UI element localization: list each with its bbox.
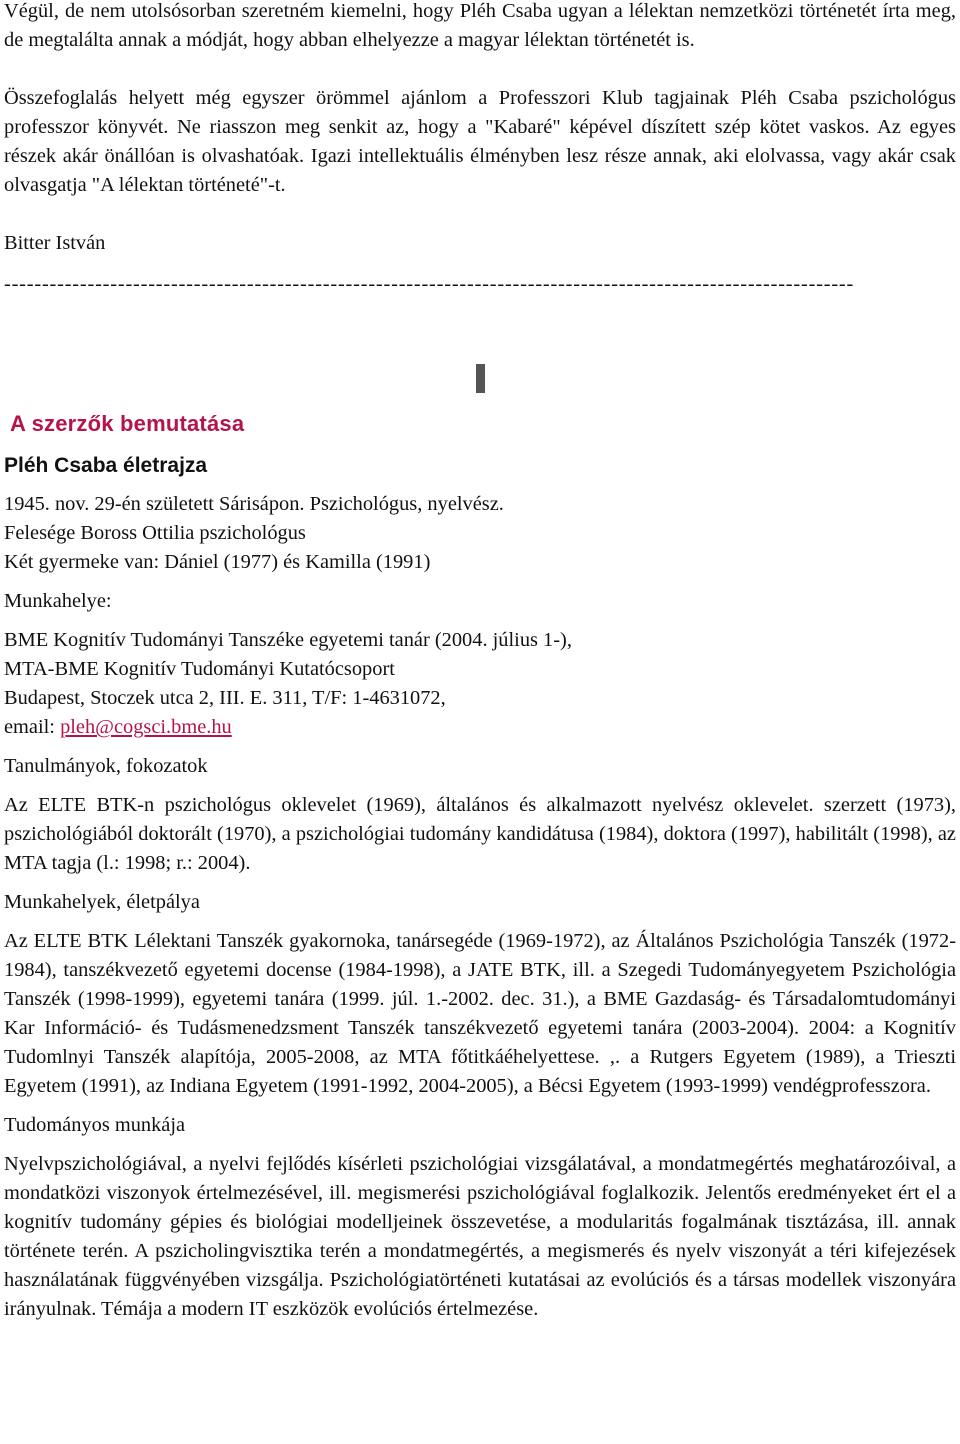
intro-paragraph-2: Összefoglalás helyett még egyszer örömmel ajánlom a Professzori Klub tagjainak Pléh Csaba pszichológus professzor könyvét. Ne riasszon meg senkit az, hogy a "Kabaré" képével díszített szép kötet vaskos. Az egyes részek akár önállóan is olvashatóak. Igazi intellektuális élményben lesz része annak, aki elolvassa, vagy akár csak olvasgatja "A lélektan történeté"-t.: [4, 87, 956, 196]
studies-heading: Tanulmányok, fokozatok: [4, 755, 208, 777]
bio-title: Pléh Csaba életrajza: [4, 454, 208, 477]
career-paragraph: Az ELTE BTK Lélektani Tanszék gyakornoka, tanársegéde (1969-1972), az Általános Pszichológia Tanszék (1972-1984), tanszékvezető egyetemi docense (1984-1998), a JATE BTK, ill. a Szegedi Tudományegyetem Pszichológia Tanszék (1998-1999), egyetemi tanára (1999. júl. 1.-2002. dec. 31.), a BME Gazdaság- és Társadalomtudományi Kar Információ- és Tudásmenedzsment Tanszék tanszékvezető egyetemi tanára (2003-2004). 2004: a Kognitív Tudomlnyi Tanszék alapítója, 2005-2008, az MTA főtitkáéhelyettese. ,. a Rutgers Egyetem (1989), a Trieszti Egyetem (1991), az Indiana Egyetem (1991-1992, 2004-2005), a Bécsi Egyetem (1993-1999) vendégprofesszora.: [4, 930, 956, 1097]
workplace-label: Munkahelye:: [4, 590, 112, 612]
bio-line: Két gyermeke van: Dániel (1977) és Kamilla (1991): [4, 551, 431, 573]
bio-line: 1945. nov. 29-én született Sárisápon. Pszichológus, nyelvész.: [4, 493, 504, 515]
research-paragraph: Nyelvpszichológiával, a nyelvi fejlődés kísérleti pszichológiai vizsgálatával, a mondatmegértés meghatározóival, a mondatközi viszonyok értelmezésével, ill. megismerési pszichológiával foglalkozik. Jelentős eredményeket ért el a kognitív tudomány gépies és biológiai modelljeinek összevetése, a modularitás fogalmának tisztázása, ill. annak története terén. A pszicholingvisztika terén a mondatmegértés, a megismerés és nyelv viszonyát a téri kifejezések használatának függvényében vizsgálja. Pszichológiatörténeti kutatásai az evolúciós és a társas modellek viszonyára irányulnak. Témája a modern IT eszközök evolúciós értelmezése.: [4, 1153, 956, 1320]
biography-body: [4, 490, 956, 1324]
separator-line: ----------------------------------------------------------------------------------------------------------------: [4, 273, 855, 295]
career-heading: Munkahelyek, életpálya: [4, 891, 200, 913]
intro-paragraph-1: Végül, de nem utolsósorban szeretném kiemelni, hogy Pléh Csaba ugyan a lélektan nemzetközi történetét írta meg, de megtalálta annak a módját, hogy abban elhelyezze a magyar lélektan történetét is.: [4, 0, 956, 51]
workplace-line: MTA-BME Kognitív Tudományi Kutatócsoport: [4, 658, 395, 680]
studies-paragraph: Az ELTE BTK-n pszichológus oklevelet (1969), általános és alkalmazott nyelvész oklevelet. szerzett (1973), pszichológiából doktorált (1970), a pszichológiai tudomány kandidátusa (1984), doktora (1997), habilitált (1998), az MTA tagja (l.: 1998; r.: 2004).: [4, 794, 956, 874]
research-heading: Tudományos munkája: [4, 1114, 186, 1136]
email-line: [4, 713, 956, 742]
email-label: email:: [4, 716, 61, 738]
text-cursor-marker: [476, 364, 485, 393]
signature: Bitter István: [4, 232, 106, 254]
workplace-line: Budapest, Stoczek utca 2, III. E. 311, T/F: 1-4631072,: [4, 687, 446, 709]
bio-line: Felesége Boross Ottilia pszichológus: [4, 522, 306, 544]
section-title: A szerzők bemutatása: [10, 411, 245, 436]
workplace-line: BME Kognitív Tudományi Tanszéke egyetemi tanár (2004. július 1-),: [4, 629, 572, 651]
document-page: [4, 0, 956, 299]
email-link[interactable]: pleh@cogsci.bme.hu: [60, 716, 232, 738]
